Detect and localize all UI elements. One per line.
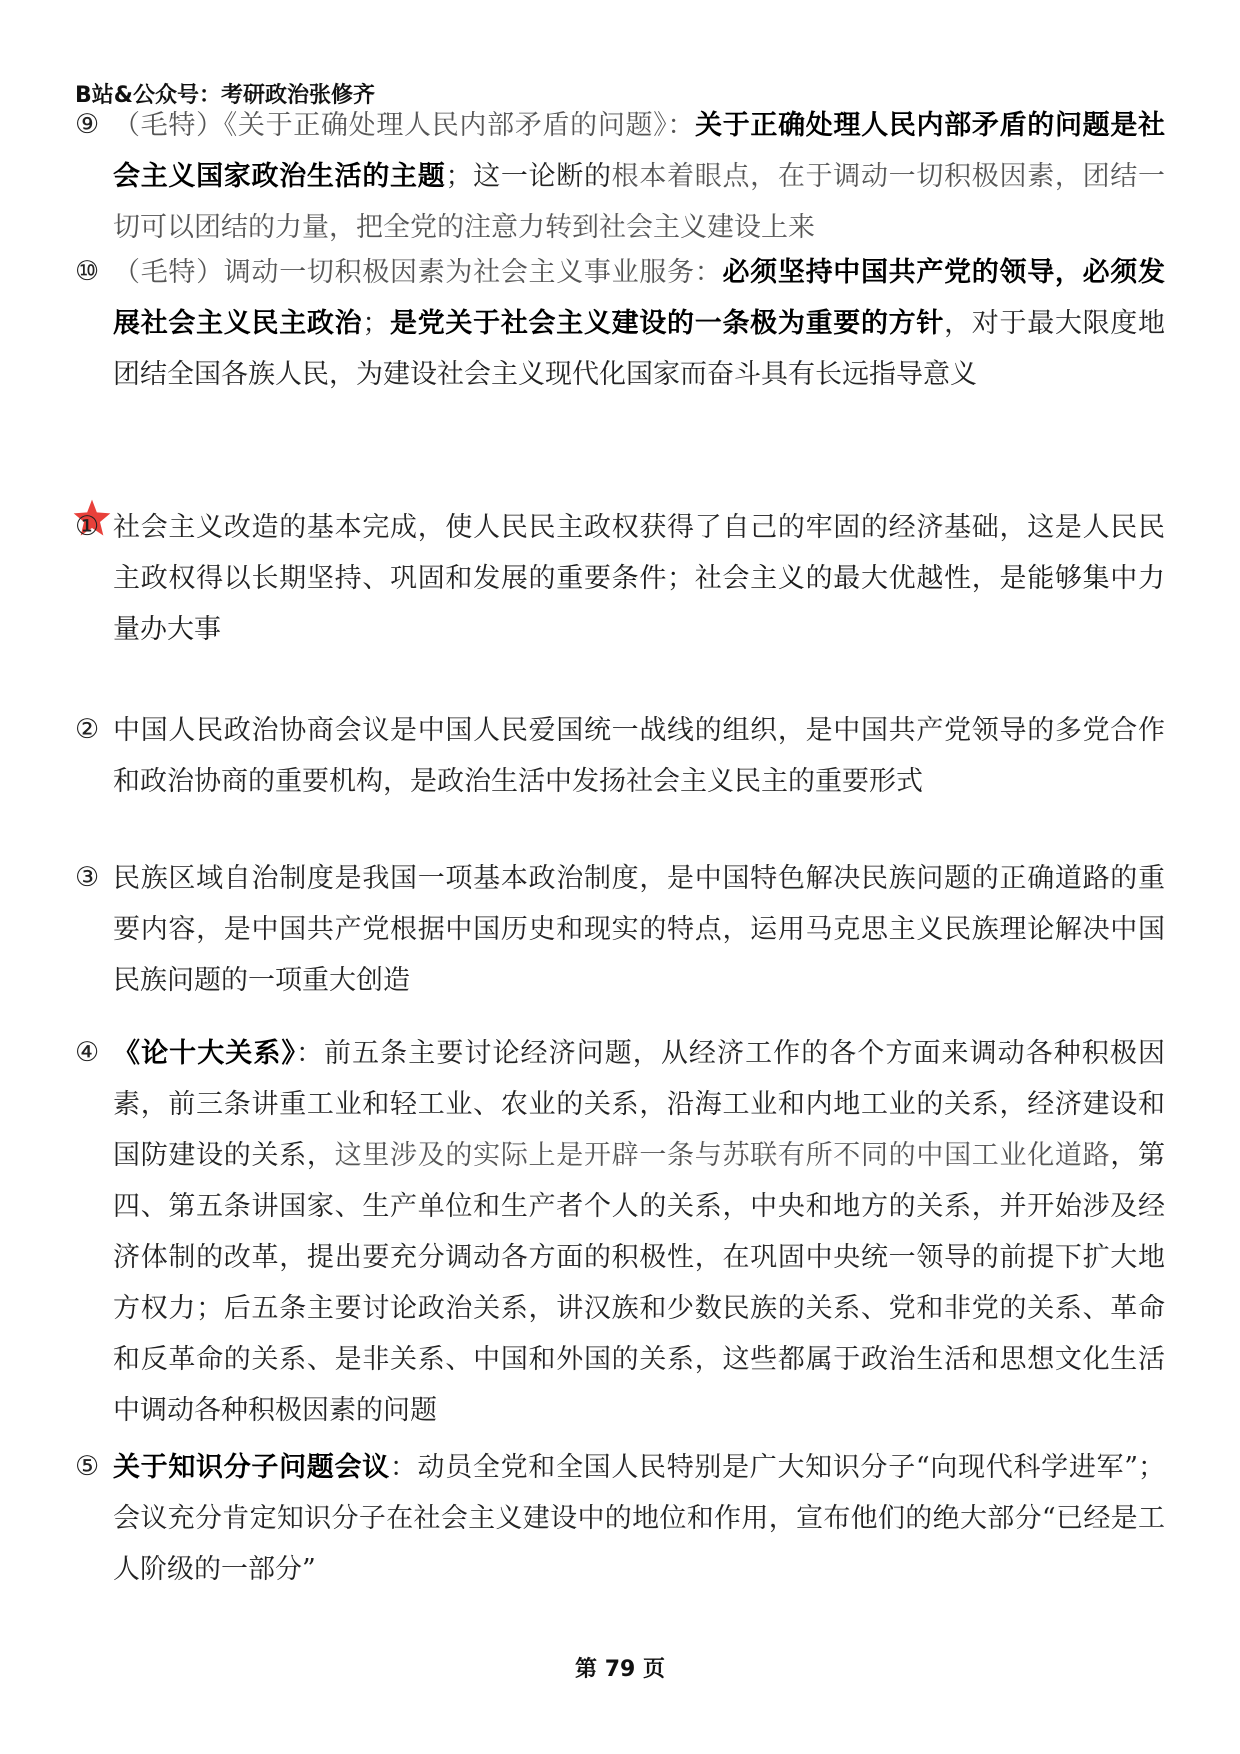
item-9 (75, 100, 1165, 253)
item-number: ③ (75, 862, 100, 893)
star-item-4 (75, 1028, 1165, 1436)
text-segment: 民族区域自治制度是我国一项基本政治制度，是中国特色解决民族问题的正确道路的重要内容，是中国共产党根据中国历史和现实的特点，运用马克思主义民族理论解决中国民族问题的一项重大创造 (113, 863, 1165, 996)
item-body (113, 502, 1165, 655)
item-body (113, 247, 1165, 400)
text-segment: ，第四、第五条讲国家、生产单位和生产者个人的关系，中央和地方的关系，并开始涉及经济体制的改革，提出要充分调动各方面的积极性，在巩固中央统一领导的前提下扩大地方权力；后五条主要讨论政治关系，讲汉族和少数民族的关系、党和非党的关系、革命和反革命的关系、是非关系、中国和外国的关系，这些都属于政治生活和思想文化生活中调动各种积极因素的问题 (113, 1140, 1166, 1426)
text-segment: ：动员全党和全国人民特别是广大知识分子“向现代科学进军”；会议充分肯定知识分子在社会主义建设中的地位和作用，宣布他们的绝大部分“已经是工人阶级的一部分” (113, 1452, 1166, 1585)
text-segment-bold: 关于知识分子问题会议 (113, 1452, 390, 1483)
page-header: B站&公众号：考研政治张修齐 (75, 83, 375, 108)
text-segment-bold: 必须坚持中国共产党的领导，必须发展社会主义民主政治 (113, 257, 1166, 339)
item-number: ② (75, 714, 100, 745)
text-segment: ；这一论断的 (445, 161, 612, 192)
item-body (113, 1028, 1165, 1436)
item-number: ⑩ (75, 256, 100, 287)
text-segment: ； (362, 308, 390, 339)
star-item-3 (75, 853, 1165, 1006)
text-segment: （毛特）《关于正确处理人民内部矛盾的问题》： (113, 110, 696, 141)
text-segment: 重要条件；社会主义的最大优越性，是能够集中力量办大事 (113, 563, 1166, 645)
star-item-5 (75, 1442, 1165, 1595)
text-segment: 社会主义改造的基本完成，使人民民主政权获得了自己的牢固的经济基础，这是人民民主政权得以长期坚持、巩固和发展的 (113, 512, 1165, 594)
item-number: ① (75, 511, 100, 542)
item-10 (75, 247, 1165, 400)
text-segment: ，对于最大限度地团结全国各族人民，为建设社会主义现代化国家而奋斗具有长远指导意义 (113, 308, 1166, 390)
item-number: ⑨ (75, 109, 100, 140)
page-number: 第 79 页 (575, 1657, 665, 1682)
text-segment: 中国人民政治协商会议是中国人民爱国统一战线的组织，是中国共产党领导的多党合作和政治协商的重要机构，是政治生活中发扬社会主义民主的重要形式 (113, 715, 1165, 797)
text-segment: （毛特）调动一切积极因素为社会主义事业服务： (113, 257, 723, 288)
text-segment-bold: 关于正确处理人民内部矛盾的问题是社会主义国家政治生活的主题 (113, 110, 1166, 192)
star-item-2 (75, 705, 1165, 807)
text-segment-bold: 《论十大关系》 (113, 1038, 296, 1069)
text-segment: 根本着眼点，在于调动一切积极因素，团结一切可以团结的力量，把全党的注意力转到社会主义建设上来 (113, 161, 1166, 243)
item-number: ⑤ (75, 1451, 100, 1482)
item-body (113, 705, 1165, 807)
text-segment: 这里涉及的实际上是开辟一条与苏联有所不同的中国工业化道路 (334, 1140, 1111, 1171)
star-item-1 (75, 502, 1165, 655)
item-number: ④ (75, 1037, 100, 1068)
item-body (113, 853, 1165, 1006)
item-body (113, 100, 1165, 253)
text-segment: ：前五条主要讨论经济问题，从经济工作的各个方面来调动各种积极因素，前三条讲重工业和轻工业、农业的关系，沿海工业和内地工业的关系，经济建设和国防建设的关系， (113, 1038, 1166, 1171)
text-segment-bold: 是党关于社会主义建设的一条极为重要的方针 (389, 308, 945, 339)
item-body (113, 1442, 1165, 1595)
